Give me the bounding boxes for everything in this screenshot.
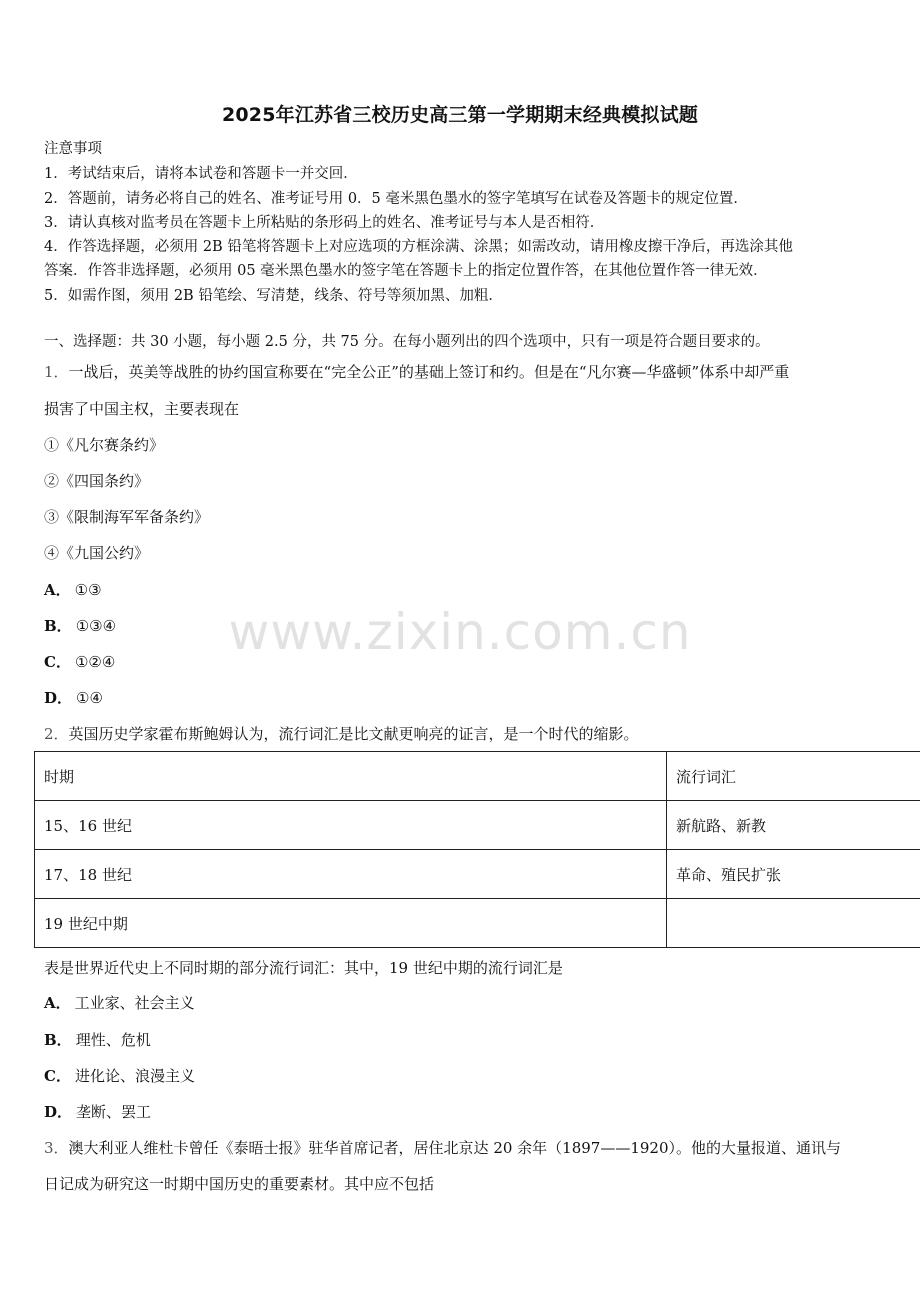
question-number: 3． bbox=[44, 1139, 69, 1157]
table-cell: 17、18 世纪 bbox=[35, 850, 667, 899]
q1-option-d bbox=[44, 687, 103, 708]
question-2-followup: 表是世界近代史上不同时期的部分流行词汇：其中，19 世纪中期的流行词汇是 bbox=[44, 959, 563, 977]
option-text: 垄断、罢工 bbox=[76, 1103, 152, 1121]
notes-item: 答案．作答非选择题，必须用 05 毫米黑色墨水的签字笔在答题卡上的指定位置作答，在其他位置作答一律无效． bbox=[44, 263, 768, 279]
q1-option-a bbox=[44, 579, 102, 600]
q1-item: ①《凡尔赛条约》 bbox=[44, 436, 165, 454]
table-cell: 19 世纪中期 bbox=[35, 899, 667, 948]
table-cell: 15、16 世纪 bbox=[35, 801, 667, 850]
option-label: B． bbox=[44, 617, 72, 635]
question-text: 英国历史学家霍布斯鲍姆认为，流行词汇是比文献更响亮的证言，是一个时代的缩影。 bbox=[68, 725, 639, 743]
table-cell: 新航路、新教 bbox=[667, 801, 920, 850]
notes-item: 5．如需作图，须用 2B 铅笔绘、写清楚，线条、符号等须加黑、加粗． bbox=[44, 288, 503, 304]
q2-option-a bbox=[44, 992, 195, 1013]
option-text: ①③ bbox=[74, 581, 102, 599]
option-text: ①②④ bbox=[74, 653, 116, 671]
notes-item: 4．作答选择题，必须用 2B 铅笔将答题卡上对应选项的方框涂满、涂黑；如需改动，请用橡皮擦干净后，再选涂其他 bbox=[44, 239, 793, 255]
question-number: 2． bbox=[44, 725, 69, 743]
table-header-cell: 流行词汇 bbox=[667, 752, 920, 801]
question-text: 一战后，英美等战胜的协约国宣称要在“完全公正”的基础上签订和约。但是在“凡尔赛—华盛顿”体系中却严重 bbox=[68, 363, 790, 381]
table-row bbox=[35, 801, 920, 850]
table-cell bbox=[667, 899, 920, 948]
notes-item: 1．考试结束后，请将本试卷和答题卡一并交回． bbox=[44, 166, 358, 182]
option-label: A． bbox=[44, 994, 71, 1012]
q2-option-b bbox=[44, 1029, 151, 1050]
table-cell: 革命、殖民扩张 bbox=[667, 850, 920, 899]
option-label: A． bbox=[44, 581, 71, 599]
option-label: C． bbox=[44, 1067, 71, 1085]
option-text: ①③④ bbox=[75, 617, 117, 635]
question-3-stem-cont: 日记成为研究这一时期中国历史的重要素材。其中应不包括 bbox=[44, 1175, 435, 1193]
option-label: D． bbox=[44, 1103, 73, 1121]
table-header-row bbox=[35, 752, 920, 801]
question-number: 1． bbox=[44, 363, 69, 381]
option-label: D． bbox=[44, 689, 73, 707]
question-1-stem bbox=[44, 361, 789, 382]
q1-item: ④《九国公约》 bbox=[44, 544, 150, 562]
q2-option-c bbox=[44, 1065, 195, 1086]
watermark: www.zixin.com.cn bbox=[228, 603, 692, 661]
q1-item: ③《限制海军军备条约》 bbox=[44, 508, 210, 526]
option-text: 进化论、浪漫主义 bbox=[74, 1067, 195, 1085]
vocabulary-table bbox=[34, 751, 920, 948]
question-3-stem bbox=[44, 1137, 841, 1158]
option-label: B． bbox=[44, 1031, 72, 1049]
notes-heading: 注意事项 bbox=[44, 141, 102, 157]
notes-item: 3．请认真核对监考员在答题卡上所粘贴的条形码上的姓名、准考证号与本人是否相符． bbox=[44, 215, 605, 231]
table-row bbox=[35, 850, 920, 899]
question-1-stem-cont: 损害了中国主权，主要表现在 bbox=[44, 400, 240, 418]
question-text: 澳大利亚人维杜卡曾任《泰晤士报》驻华首席记者，居住北京达 20 余年（1897——1920）。他的大量报道、通讯与 bbox=[68, 1139, 842, 1157]
table-row bbox=[35, 899, 920, 948]
question-2-stem bbox=[44, 723, 639, 744]
option-label: C． bbox=[44, 653, 71, 671]
section-heading: 一、选择题：共 30 小题，每小题 2.5 分，共 75 分。在每小题列出的四个选项中，只有一项是符合题目要求的。 bbox=[44, 334, 770, 350]
page-title: 2025年江苏省三校历史高三第一学期期末经典模拟试题 bbox=[221, 104, 699, 126]
q1-item: ②《四国条约》 bbox=[44, 472, 150, 490]
q2-option-d bbox=[44, 1101, 151, 1122]
option-text: 理性、危机 bbox=[75, 1031, 151, 1049]
option-text: 工业家、社会主义 bbox=[74, 994, 195, 1012]
option-text: ①④ bbox=[76, 689, 103, 707]
notes-item: 2．答题前，请务必将自己的姓名、准考证号用 0．5 毫米黑色墨水的签字笔填写在试卷及答题卡的规定位置． bbox=[44, 191, 748, 207]
table-header-cell: 时期 bbox=[35, 752, 667, 801]
